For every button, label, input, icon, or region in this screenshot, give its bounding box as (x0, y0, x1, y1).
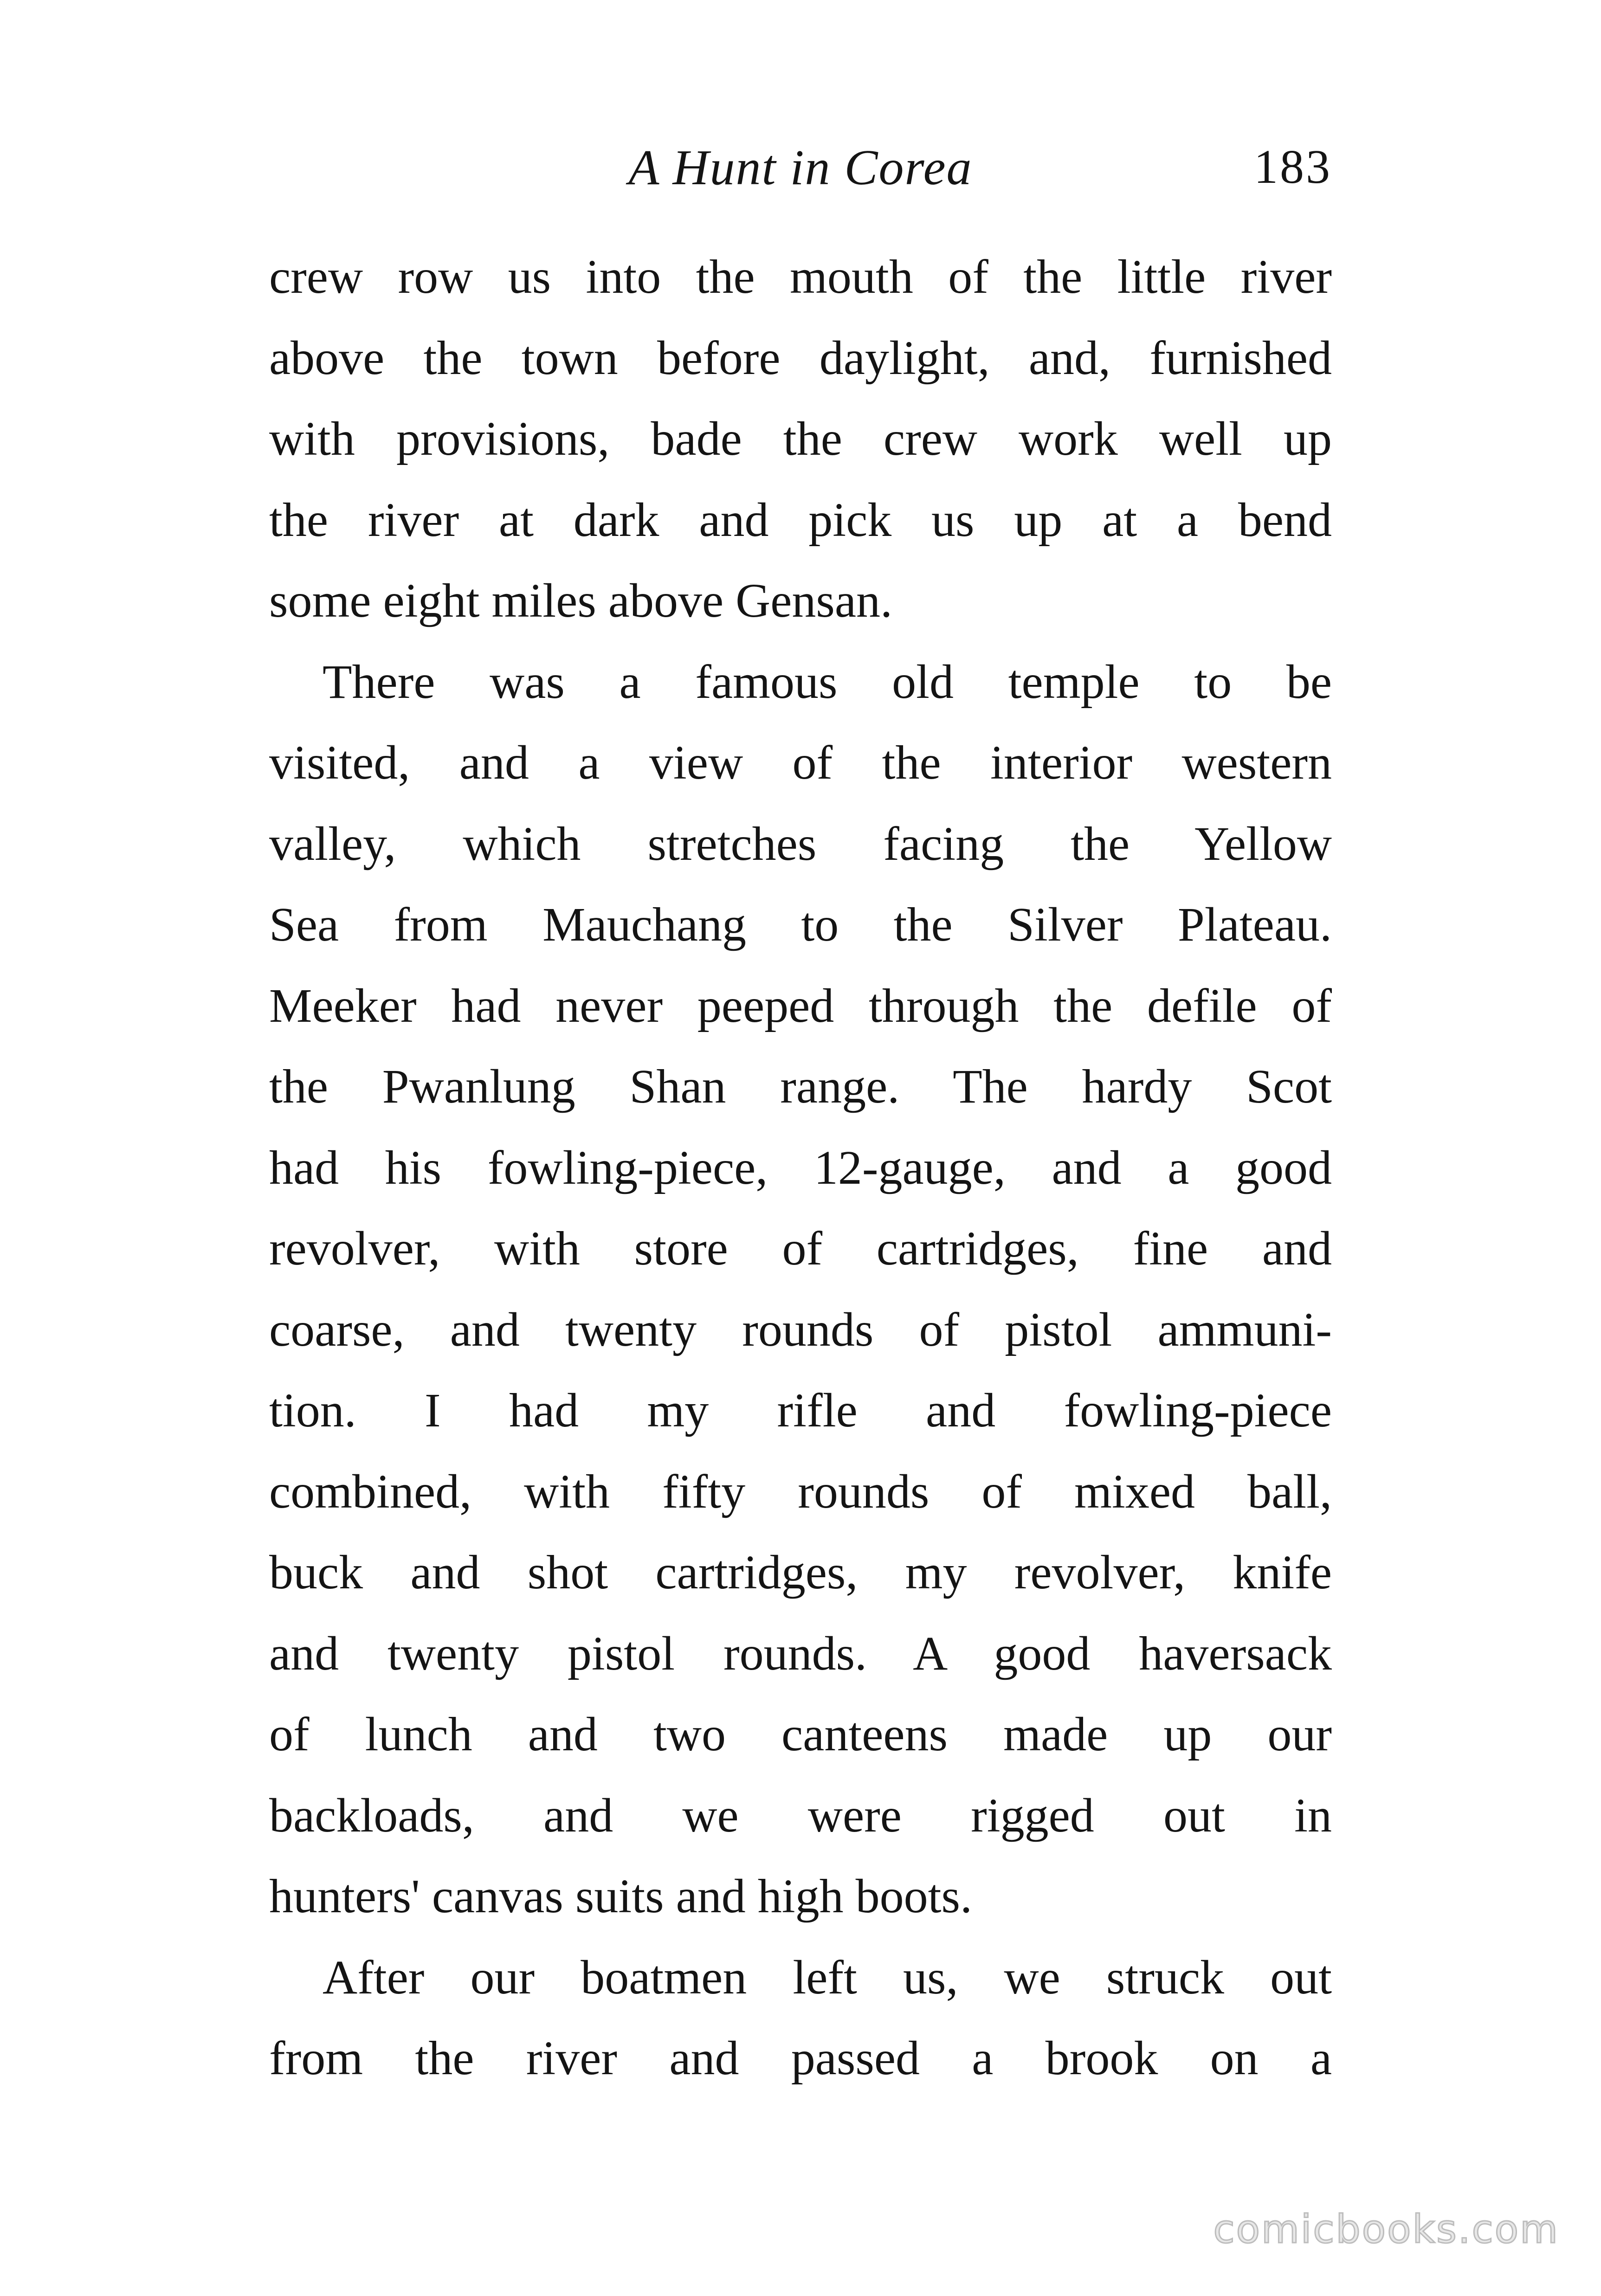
text-line: with provisions, bade the crew work well up (269, 412, 1332, 465)
text-line: Meeker had never peeped through the defile of (269, 979, 1332, 1032)
text-line: above the town before daylight, and, furnished (269, 331, 1332, 385)
text-line: Sea from Mauchang to the Silver Plateau. (269, 898, 1332, 951)
page-number: 183 (1254, 140, 1332, 193)
text-line: the river at dark and pick us up at a bend (269, 493, 1332, 547)
text-line: valley, which stretches facing the Yellow (269, 817, 1332, 871)
running-title: A Hunt in Corea (628, 140, 973, 195)
text-line: tion. I had my rifle and fowling-piece (269, 1384, 1332, 1437)
text-line: hunters' canvas suits and high boots. (269, 1870, 973, 1923)
body-text (269, 237, 1332, 2099)
text-line: coarse, and twenty rounds of pistol ammuni- (269, 1303, 1332, 1356)
text-line: backloads, and we were rigged out in (269, 1788, 1332, 1842)
text-line: After our boatmen left us, we struck out (323, 1950, 1332, 2004)
text-line: of lunch and two canteens made up our (269, 1708, 1332, 1761)
text-line: some eight miles above Gensan. (269, 574, 893, 627)
running-head (269, 139, 1332, 204)
text-line: visited, and a view of the interior western (269, 736, 1332, 789)
watermark: comicbooks.com (1213, 2206, 1559, 2252)
text-line: buck and shot cartridges, my revolver, knife (269, 1546, 1332, 1599)
text-line: crew row us into the mouth of the little river (269, 250, 1332, 303)
text-line: combined, with fifty rounds of mixed ball, (269, 1464, 1332, 1518)
text-line: from the river and passed a brook on a (269, 2032, 1332, 2085)
text-line: and twenty pistol rounds. A good haversack (269, 1626, 1332, 1680)
text-line: had his fowling-piece, 12-gauge, and a good (269, 1141, 1332, 1194)
text-line: There was a famous old temple to be (323, 655, 1332, 709)
text-line: revolver, with store of cartridges, fine and (269, 1222, 1332, 1275)
text-line: the Pwanlung Shan range. The hardy Scot (269, 1060, 1332, 1113)
